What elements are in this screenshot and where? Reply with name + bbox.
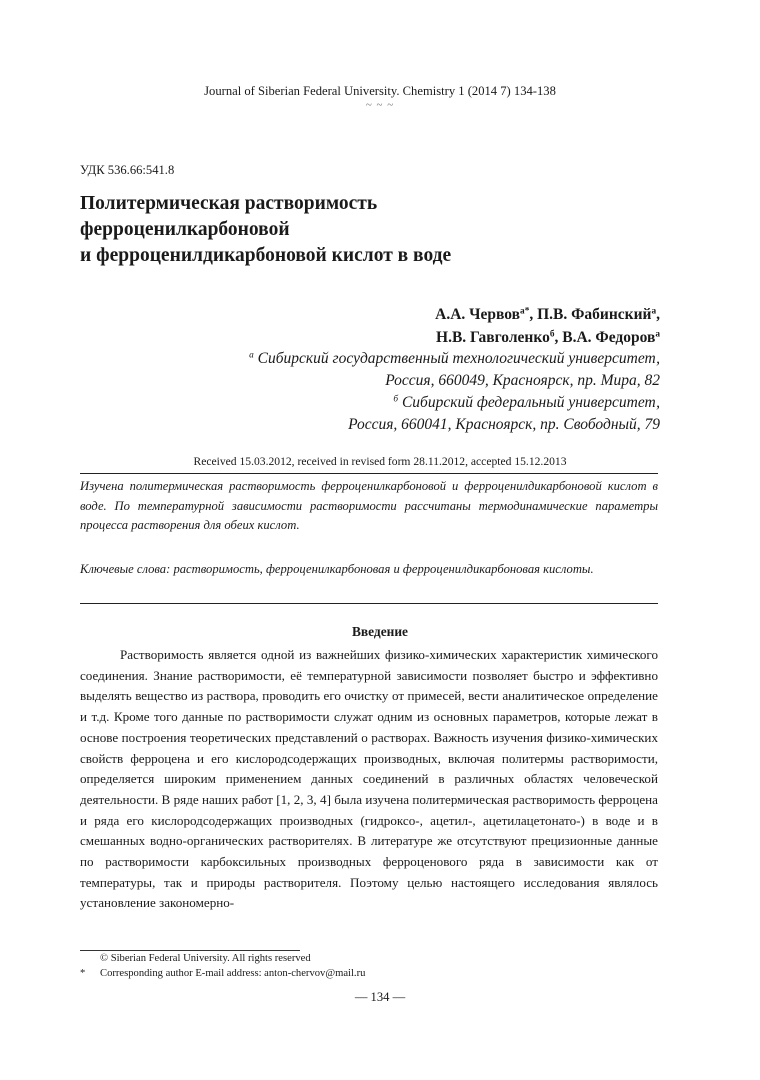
body-paragraph: Растворимость является одной из важнейших физико-химических характеристик химического соединения. Знание растворимости, её температурной зависимости позволяет быстро и эффективно выделять вещество из раствора, проводить его очистку от примесей, вести аналитическое определение и т.д. Кроме того данные по растворимости служат одним из основных параметров, которые лежат в основе построения теоретических представлений о растворах. Важность изучения физико-химических свойств ферроцена и его кислородсодержащих производных, включая политермы растворимости, определяется широким применением данных соединений в различных областях человеческой деятельности. В ряде наших работ [1, 2, 3, 4] была изучена политермическая растворимость ферроцена и ряда его кислородсодержащих производных (гидроксо-, ацетил-, ацетилацетонато-) в воде и в смешанных водно-органических растворителях. В литературе же отсутствуют прецизионные данные по растворимости карбоксильных производных ферроценового ряда в зависимости как от температуры, так и природы растворителя. Поэтому целью настоящего исследования являлось установление закономерно- (80, 647, 658, 911)
journal-header: Journal of Siberian Federal University. Chemistry 1 (2014 7) 134-138 (204, 84, 556, 98)
author-name: А.А. Червов (435, 306, 521, 323)
affiliation-line: Россия, 660049, Красноярск, пр. Мира, 82 (385, 372, 660, 389)
article-title (80, 191, 451, 269)
affiliation-line: Россия, 660041, Красноярск, пр. Свободный, 79 (348, 416, 660, 433)
keywords-text: Ключевые слова: растворимость, ферроценилкарбоновая и ферроценилдикарбоновая кислоты. (80, 562, 594, 576)
page-number: — 134 — (354, 990, 406, 1004)
corresponding-author-note: Corresponding author E-mail address: anton-chervov@mail.ru (100, 968, 366, 979)
author-name: Н.В. Гавголенко (436, 329, 550, 346)
udk-code: УДК 536.66:541.8 (80, 163, 175, 177)
title-line: ферроценилкарбоновой (80, 219, 290, 240)
affil-mark: а (249, 350, 254, 361)
author-affil-mark: а (655, 329, 660, 340)
author-name: П.В. Фабинский (537, 306, 652, 323)
copyright-note: © Siberian Federal University. All rights reserved (100, 953, 311, 964)
received-dates: Received 15.03.2012, received in revised form 28.11.2012, accepted 15.12.2013 (193, 455, 567, 468)
author-affil-mark: а (651, 306, 657, 317)
author-affil-mark: б (549, 329, 555, 340)
author-affil-mark: а* (520, 306, 530, 317)
title-line: Политермическая растворимость (80, 193, 378, 214)
abstract-text: Изучена политермическая растворимость ферроценилкарбоновой и ферроценилдикарбоновой кислот в воде. По температурной зависимости растворимости рассчитаны термодинамические параметры процесса растворения для обеих кислот. (80, 479, 658, 532)
abstract-bottom-rule (80, 603, 658, 604)
footnotes (80, 951, 365, 981)
affiliation-line: Сибирский федеральный университет, (398, 394, 660, 411)
header-separator: ~ ~ ~ (365, 99, 395, 111)
affiliations (249, 348, 660, 436)
affil-mark: б (393, 394, 399, 405)
author-list: А.А. Червов$^{а*}$, П.В. Фабинский$^а$, Н.В. Гавголенко$^б$, В.А. Федоров$^а$ (435, 306, 660, 346)
footnote-star: * (80, 968, 86, 979)
title-line: и ферроценилдикарбоновой кислот в воде (80, 245, 452, 266)
section-heading: Введение (351, 624, 409, 639)
affiliation-line: Сибирский государственный технологический университет, (253, 350, 660, 367)
author-name: В.А. Федоров (562, 329, 656, 346)
abstract-top-rule (80, 473, 658, 474)
